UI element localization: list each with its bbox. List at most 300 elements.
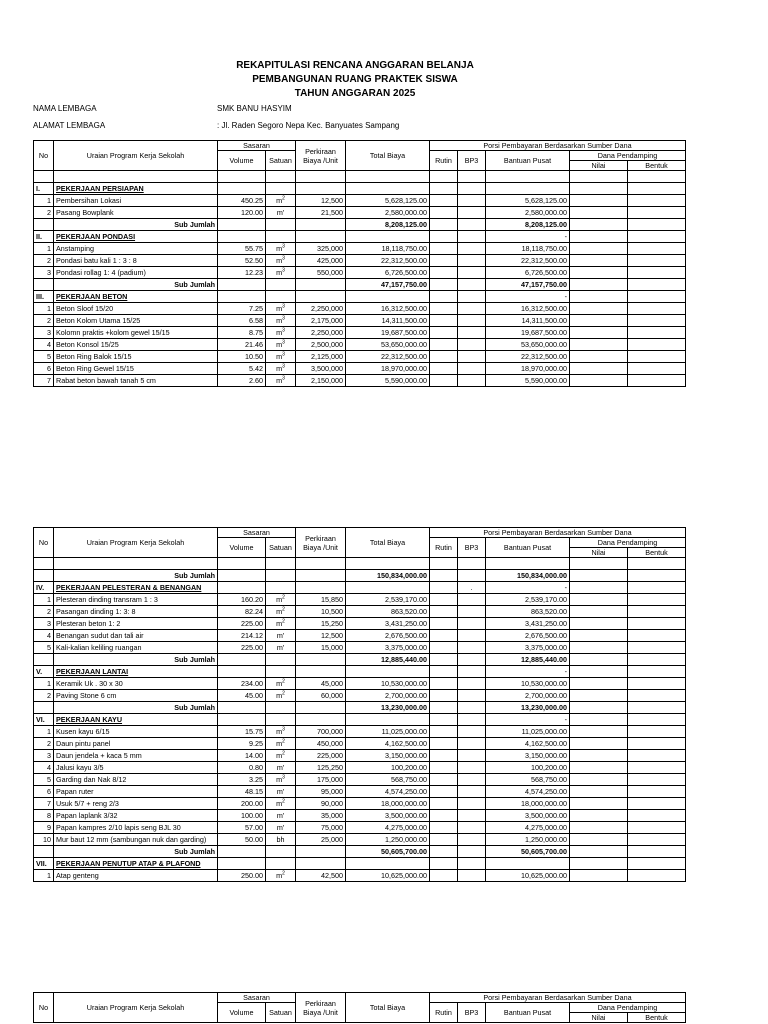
cell-empty: [628, 690, 686, 702]
item-row: [34, 255, 686, 267]
section-title: PEKERJAAN PONDASI: [54, 231, 218, 243]
section-title: PEKERJAAN LANTAI: [54, 666, 218, 678]
item-satuan: $m^2$: [266, 798, 296, 810]
item-total: 10,625,000.00: [346, 870, 430, 882]
cell-empty: [570, 798, 628, 810]
item-unit-cost: 90,000: [296, 798, 346, 810]
cell-empty: [34, 654, 54, 666]
bp3-cell: .: [458, 582, 486, 594]
item-unit-cost: 125,250: [296, 762, 346, 774]
section-number: VI.: [34, 714, 54, 726]
item-description: Kusen kayu 6/15: [54, 726, 218, 738]
cell-empty: [570, 714, 628, 726]
bantuan-pusat-cell: -: [486, 666, 570, 678]
header-total: Total Biaya: [346, 141, 430, 171]
header-nilai: Nilai: [570, 548, 628, 558]
cell-empty: [266, 558, 296, 570]
section-number: V.: [34, 666, 54, 678]
cell-empty: [628, 243, 686, 255]
item-description: Atap genteng: [54, 870, 218, 882]
subtotal-total: 8,208,125.00: [346, 219, 430, 231]
header-perkiraan-line2: Biaya /Unit: [303, 542, 338, 552]
cell-empty: [296, 654, 346, 666]
cell-empty: [296, 171, 346, 183]
item-volume: 120.00: [218, 207, 266, 219]
cell-empty: [266, 654, 296, 666]
item-volume: 234.00: [218, 678, 266, 690]
cell-empty: [628, 618, 686, 630]
item-number: 8: [34, 810, 54, 822]
cell-empty: [570, 231, 628, 243]
item-unit-cost: 2,175,000: [296, 315, 346, 327]
header-bp3: BP3: [458, 151, 486, 171]
subtotal-row: [34, 846, 686, 858]
item-bantuan-pusat: 4,162,500.00: [486, 738, 570, 750]
item-description: Keramik Uk . 30 x 30: [54, 678, 218, 690]
cell-empty: [570, 774, 628, 786]
cell-empty: [628, 255, 686, 267]
cell-empty: [430, 558, 458, 570]
header-nilai: Nilai: [570, 1013, 628, 1023]
item-row: [34, 243, 686, 255]
header-uraian: Uraian Program Kerja Sekolah: [54, 141, 218, 171]
item-bantuan-pusat: 4,275,000.00: [486, 822, 570, 834]
cell-empty: [570, 363, 628, 375]
item-volume: 100.00: [218, 810, 266, 822]
item-number: 3: [34, 618, 54, 630]
item-unit-cost: 25,000: [296, 834, 346, 846]
cell-empty: [570, 642, 628, 654]
cell-empty: [570, 750, 628, 762]
item-bantuan-pusat: 10,625,000.00: [486, 870, 570, 882]
item-volume: 6.58: [218, 315, 266, 327]
item-total: 3,375,000.00: [346, 642, 430, 654]
item-row: [34, 594, 686, 606]
item-description: Beton Ring Balok 15/15: [54, 351, 218, 363]
section-number: VII.: [34, 858, 54, 870]
item-bantuan-pusat: 18,970,000.00: [486, 363, 570, 375]
cell-empty: [34, 846, 54, 858]
cell-empty: [430, 642, 458, 654]
cell-empty: [430, 618, 458, 630]
item-bantuan-pusat: 3,375,000.00: [486, 642, 570, 654]
item-total: 6,726,500.00: [346, 267, 430, 279]
bantuan-pusat-cell: -: [486, 582, 570, 594]
cell-empty: [266, 171, 296, 183]
cell-empty: [570, 666, 628, 678]
cell-empty: [430, 570, 458, 582]
cell-empty: [458, 750, 486, 762]
item-total: 11,025,000.00: [346, 726, 430, 738]
cell-empty: [296, 558, 346, 570]
cell-empty: [458, 327, 486, 339]
item-total: 3,431,250.00: [346, 618, 430, 630]
cell-empty: [570, 315, 628, 327]
item-bantuan-pusat: 22,312,500.00: [486, 255, 570, 267]
cell-empty: [628, 810, 686, 822]
cell-empty: [628, 195, 686, 207]
spacer-row: [34, 558, 686, 570]
cell-empty: [430, 870, 458, 882]
item-volume: 52.50: [218, 255, 266, 267]
cell-empty: [628, 738, 686, 750]
item-satuan: m': [266, 810, 296, 822]
item-description: Plesteran beton 1: 2: [54, 618, 218, 630]
cell-empty: [430, 606, 458, 618]
cell-empty: [570, 183, 628, 195]
cell-empty: [570, 207, 628, 219]
item-row: [34, 339, 686, 351]
item-bantuan-pusat: 2,580,000.00: [486, 207, 570, 219]
cell-empty: [54, 171, 218, 183]
item-row: [34, 351, 686, 363]
header-rutin: Rutin: [430, 1003, 458, 1023]
item-row: [34, 267, 686, 279]
header-bentuk: Bentuk: [628, 548, 686, 558]
item-description: Daun jendela + kaca 5 mm: [54, 750, 218, 762]
item-unit-cost: 2,500,000: [296, 339, 346, 351]
cell-empty: [458, 822, 486, 834]
cell-empty: [628, 207, 686, 219]
item-description: Papan laplank 3/32: [54, 810, 218, 822]
cell-empty: [458, 219, 486, 231]
subtotal-row: [34, 219, 686, 231]
item-volume: 55.75: [218, 243, 266, 255]
cell-empty: [346, 714, 430, 726]
cell-empty: [218, 183, 266, 195]
cell-empty: [430, 630, 458, 642]
bp3-cell: [458, 183, 486, 195]
cell-empty: [296, 714, 346, 726]
cell-empty: [346, 858, 430, 870]
cell-empty: [458, 171, 486, 183]
cell-empty: [430, 291, 458, 303]
section-row: [34, 714, 686, 726]
bantuan-pusat-cell: [486, 858, 570, 870]
item-row: [34, 363, 686, 375]
cell-empty: [430, 822, 458, 834]
cell-empty: [570, 630, 628, 642]
header-total: Total Biaya: [346, 993, 430, 1023]
item-unit-cost: 450,000: [296, 738, 346, 750]
cell-empty: [430, 690, 458, 702]
cell-empty: [628, 558, 686, 570]
cell-empty: [266, 279, 296, 291]
cell-empty: [458, 315, 486, 327]
cell-empty: [266, 219, 296, 231]
cell-empty: [628, 339, 686, 351]
cell-empty: [296, 582, 346, 594]
item-number: 1: [34, 303, 54, 315]
cell-empty: [458, 678, 486, 690]
cell-empty: [346, 558, 430, 570]
item-description: Pasang Bowplank: [54, 207, 218, 219]
cell-empty: [296, 666, 346, 678]
item-bantuan-pusat: 18,118,750.00: [486, 243, 570, 255]
item-unit-cost: 2,125,000: [296, 351, 346, 363]
item-bantuan-pusat: 16,312,500.00: [486, 303, 570, 315]
item-total: 100,200.00: [346, 762, 430, 774]
item-row: [34, 690, 686, 702]
item-number: 1: [34, 195, 54, 207]
item-satuan: $m^3$: [266, 267, 296, 279]
item-bantuan-pusat: 19,687,500.00: [486, 327, 570, 339]
cell-empty: [430, 255, 458, 267]
cell-empty: [458, 255, 486, 267]
cell-empty: [458, 594, 486, 606]
cell-empty: [458, 654, 486, 666]
section-row: [34, 666, 686, 678]
spacer-row: [34, 171, 686, 183]
item-volume: 450.25: [218, 195, 266, 207]
item-volume: 14.00: [218, 750, 266, 762]
cell-empty: [570, 327, 628, 339]
item-number: 5: [34, 351, 54, 363]
item-unit-cost: 175,000: [296, 774, 346, 786]
subtotal-label: Sub Jumlah: [54, 219, 218, 231]
cell-empty: [628, 183, 686, 195]
cell-empty: [458, 738, 486, 750]
cell-empty: [570, 255, 628, 267]
cell-empty: [458, 702, 486, 714]
header-porsi: Porsi Pembayaran Berdasarkan Sumber Dana: [430, 993, 686, 1003]
item-description: Daun pintu panel: [54, 738, 218, 750]
cell-empty: [346, 171, 430, 183]
cell-empty: [218, 291, 266, 303]
item-description: Papan ruter: [54, 786, 218, 798]
item-bantuan-pusat: 10,530,000.00: [486, 678, 570, 690]
cell-empty: [296, 858, 346, 870]
cell-empty: [430, 267, 458, 279]
cell-empty: [34, 171, 54, 183]
cell-empty: [430, 666, 458, 678]
cell-empty: [570, 243, 628, 255]
cell-empty: [628, 870, 686, 882]
item-volume: 200.00: [218, 798, 266, 810]
subtotal-bantuan-pusat: 8,208,125.00: [486, 219, 570, 231]
cell-empty: [430, 327, 458, 339]
cell-empty: [218, 714, 266, 726]
item-number: 2: [34, 255, 54, 267]
cell-empty: [458, 618, 486, 630]
section-row: [34, 582, 686, 594]
cell-empty: [628, 642, 686, 654]
item-total: 53,650,000.00: [346, 339, 430, 351]
cell-empty: [296, 570, 346, 582]
item-bantuan-pusat: 863,520.00: [486, 606, 570, 618]
item-description: Plesteran dinding transram 1 : 3: [54, 594, 218, 606]
header-sasaran: Sasaran: [218, 993, 296, 1003]
item-total: 18,118,750.00: [346, 243, 430, 255]
subtotal-label: Sub Jumlah: [54, 279, 218, 291]
item-unit-cost: 35,000: [296, 810, 346, 822]
item-row: [34, 207, 686, 219]
item-row: [34, 315, 686, 327]
cell-empty: [628, 726, 686, 738]
item-volume: 82.24: [218, 606, 266, 618]
cell-empty: [628, 702, 686, 714]
item-unit-cost: 2,150,000: [296, 375, 346, 387]
header-volume: Volume: [218, 1003, 266, 1023]
cell-empty: [430, 762, 458, 774]
item-volume: 214.12: [218, 630, 266, 642]
cell-empty: [34, 219, 54, 231]
item-description: Pembersihan Lokasi: [54, 195, 218, 207]
cell-empty: [346, 291, 430, 303]
header-dana-pendamping: Dana Pendamping: [570, 151, 686, 161]
cell-empty: [266, 846, 296, 858]
subtotal-row: [34, 570, 686, 582]
header-bantuan-pusat: Bantuan Pusat: [486, 151, 570, 171]
item-satuan: $m^3$: [266, 375, 296, 387]
section-row: [34, 291, 686, 303]
cell-empty: [628, 327, 686, 339]
item-description: Beton Kolom Utama 15/25: [54, 315, 218, 327]
header-perkiraan-line2: Biaya /Unit: [303, 1007, 338, 1017]
item-description: Beton Sloof 15/20: [54, 303, 218, 315]
header-volume: Volume: [218, 151, 266, 171]
cell-empty: [570, 690, 628, 702]
cell-empty: [430, 375, 458, 387]
cell-empty: [430, 303, 458, 315]
subtotal-total: 47,157,750.00: [346, 279, 430, 291]
item-number: 3: [34, 750, 54, 762]
cell-empty: [430, 363, 458, 375]
section-number: IV.: [34, 582, 54, 594]
item-row: [34, 786, 686, 798]
item-unit-cost: 12,500: [296, 630, 346, 642]
cell-empty: [430, 750, 458, 762]
cell-empty: [430, 678, 458, 690]
header-perkiraan-line1: Perkiraan: [305, 998, 336, 1008]
item-volume: 15.75: [218, 726, 266, 738]
item-row: [34, 327, 686, 339]
header-no: No: [34, 141, 54, 171]
nama-lembaga-label: NAMA LEMBAGA: [33, 104, 97, 113]
item-row: [34, 774, 686, 786]
item-bantuan-pusat: 100,200.00: [486, 762, 570, 774]
cell-empty: [34, 570, 54, 582]
alamat-lembaga-value: : Jl. Raden Segoro Nepa Kec. Banyuates Sampang: [217, 121, 400, 130]
item-row: [34, 810, 686, 822]
subtotal-bantuan-pusat: 50,605,700.00: [486, 846, 570, 858]
cell-empty: [218, 666, 266, 678]
cell-empty: [458, 570, 486, 582]
item-total: 22,312,500.00: [346, 255, 430, 267]
cell-empty: [430, 279, 458, 291]
nama-lembaga-value: SMK BANU HASYIM: [217, 104, 292, 113]
item-total: 3,150,000.00: [346, 750, 430, 762]
cell-empty: [628, 267, 686, 279]
cell-empty: [628, 822, 686, 834]
section-title: PEKERJAAN PELESTERAN & BENANGAN: [54, 582, 218, 594]
cell-empty: [430, 786, 458, 798]
cell-empty: [266, 231, 296, 243]
cell-empty: [570, 570, 628, 582]
cell-empty: [570, 267, 628, 279]
item-bantuan-pusat: 3,150,000.00: [486, 750, 570, 762]
header-no: No: [34, 528, 54, 558]
cell-empty: [430, 774, 458, 786]
item-unit-cost: 75,000: [296, 822, 346, 834]
item-description: Pasangan dinding 1: 3: 8: [54, 606, 218, 618]
cell-empty: [570, 279, 628, 291]
header-perkiraan: [296, 528, 346, 558]
item-satuan: $m^2$: [266, 594, 296, 606]
item-description: Jalusi kayu 3/5: [54, 762, 218, 774]
item-unit-cost: 700,000: [296, 726, 346, 738]
header-sasaran: Sasaran: [218, 528, 296, 538]
subtotal-label: Sub Jumlah: [54, 654, 218, 666]
cell-empty: [430, 846, 458, 858]
cell-empty: [570, 726, 628, 738]
item-bantuan-pusat: 1,250,000.00: [486, 834, 570, 846]
cell-empty: [34, 558, 54, 570]
item-total: 22,312,500.00: [346, 351, 430, 363]
header-perkiraan: [296, 141, 346, 171]
item-satuan: $m^2$: [266, 606, 296, 618]
item-unit-cost: 325,000: [296, 243, 346, 255]
cell-empty: [458, 303, 486, 315]
item-volume: 225.00: [218, 642, 266, 654]
cell-empty: [570, 291, 628, 303]
item-bantuan-pusat: 22,312,500.00: [486, 351, 570, 363]
section-title: PEKERJAAN BETON: [54, 291, 218, 303]
header-volume: Volume: [218, 538, 266, 558]
subtotal-total: 150,834,000.00: [346, 570, 430, 582]
item-total: 1,250,000.00: [346, 834, 430, 846]
cell-empty: [458, 606, 486, 618]
cell-empty: [570, 834, 628, 846]
subtotal-row: [34, 279, 686, 291]
header-porsi: Porsi Pembayaran Berdasarkan Sumber Dana: [430, 528, 686, 538]
item-bantuan-pusat: 2,700,000.00: [486, 690, 570, 702]
cell-empty: [266, 570, 296, 582]
cell-empty: [570, 558, 628, 570]
subtotal-bantuan-pusat: 12,885,440.00: [486, 654, 570, 666]
cell-empty: [628, 582, 686, 594]
cell-empty: [296, 291, 346, 303]
cell-empty: [34, 279, 54, 291]
item-total: 4,574,250.00: [346, 786, 430, 798]
bp3-cell: [458, 858, 486, 870]
section-row: [34, 858, 686, 870]
item-unit-cost: 12,500: [296, 195, 346, 207]
alamat-lembaga-label: ALAMAT LEMBAGA: [33, 121, 106, 130]
item-unit-cost: 3,500,000: [296, 363, 346, 375]
cell-empty: [628, 231, 686, 243]
item-row: [34, 375, 686, 387]
item-volume: 50.00: [218, 834, 266, 846]
cell-empty: [458, 834, 486, 846]
item-row: [34, 630, 686, 642]
section-number: I.: [34, 183, 54, 195]
section-title: PEKERJAAN PERSIAPAN: [54, 183, 218, 195]
item-row: [34, 738, 686, 750]
cell-empty: [266, 858, 296, 870]
header-sasaran: Sasaran: [218, 141, 296, 151]
item-number: 5: [34, 642, 54, 654]
item-number: 9: [34, 822, 54, 834]
item-description: Anstamping: [54, 243, 218, 255]
item-total: 2,700,000.00: [346, 690, 430, 702]
cell-empty: [218, 570, 266, 582]
item-satuan: m': [266, 630, 296, 642]
cell-empty: [458, 810, 486, 822]
header-perkiraan: [296, 993, 346, 1023]
cell-empty: [628, 798, 686, 810]
cell-empty: [218, 231, 266, 243]
